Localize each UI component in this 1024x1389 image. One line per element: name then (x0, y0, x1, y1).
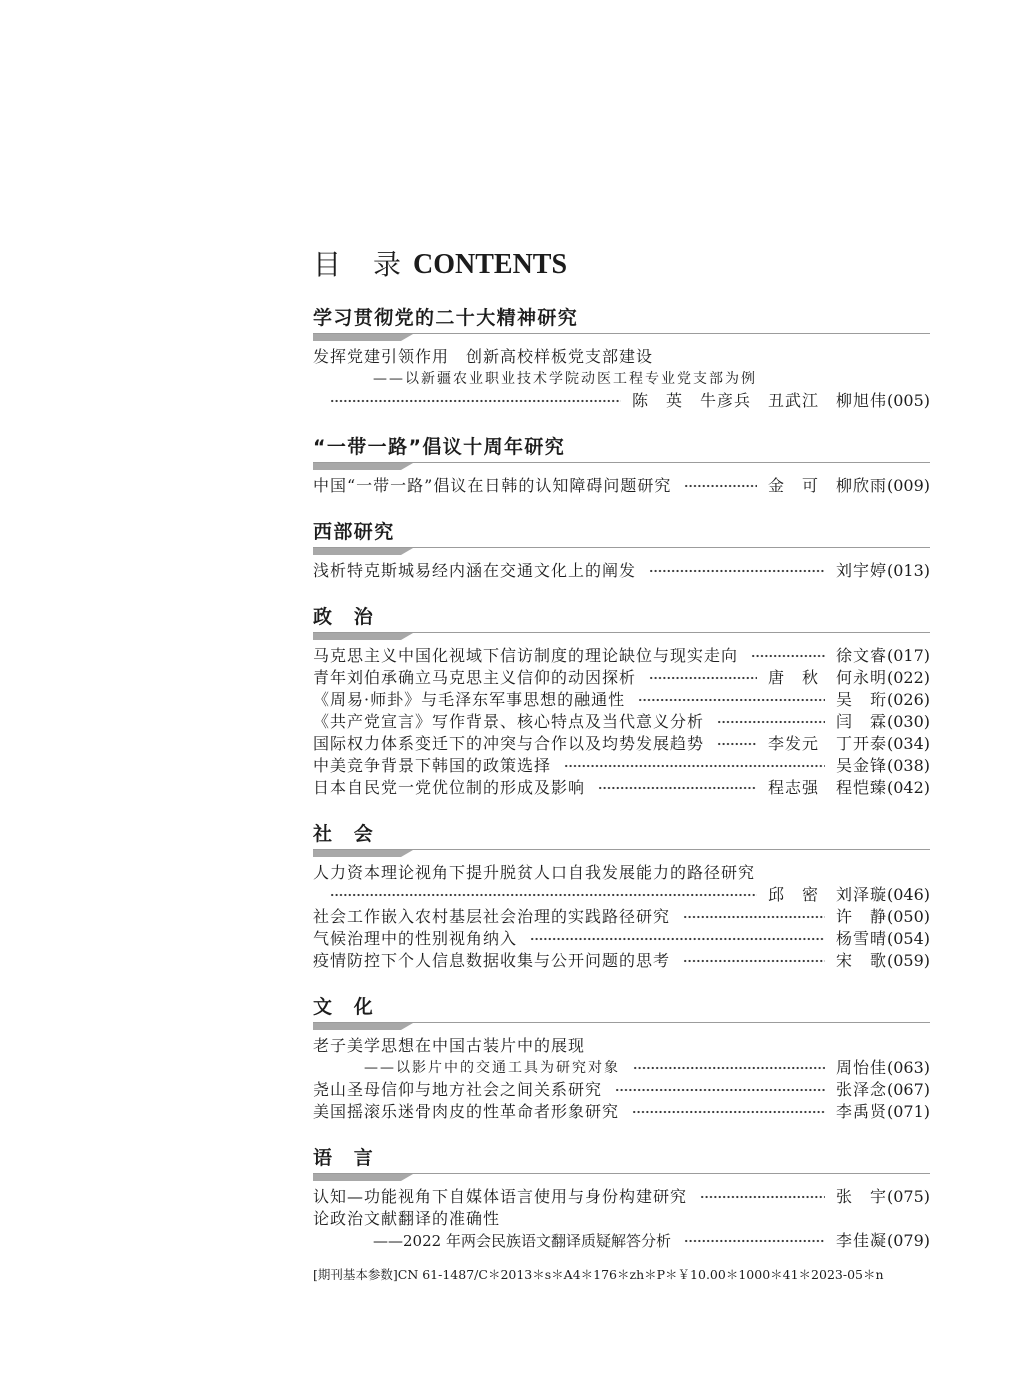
section-society (313, 822, 930, 972)
divider-bar (313, 1023, 413, 1030)
leader-dots (632, 1110, 825, 1114)
toc-entry (313, 733, 930, 755)
section-culture (313, 995, 930, 1123)
entry-page: (079) (886, 1231, 930, 1250)
entry-page: (046) (886, 885, 930, 904)
entry-page: (075) (886, 1187, 930, 1206)
divider-line (313, 1173, 930, 1174)
toc-entry-subtitle (313, 1057, 930, 1079)
divider-bar (313, 463, 413, 470)
divider-bar (313, 548, 413, 555)
leader-dots (564, 764, 825, 768)
entry-title: 中国“一带一路”倡议在日韩的认知障碍问题研究 (313, 476, 672, 495)
leader-dots (530, 937, 825, 941)
entry-page: (030) (886, 712, 930, 731)
divider-bar (313, 1174, 413, 1181)
journal-parameters-footer: [期刊基本参数]CN 61-1487/C＊2013＊s＊A4＊176＊zh＊P＊￥10.00＊1000＊41＊2023-05＊n (313, 1267, 884, 1282)
entry-title: 浅析特克斯城易经内涵在交通文化上的阐发 (313, 561, 637, 580)
entry-title: 日本自民党一党优位制的形成及影响 (313, 778, 586, 797)
entry-subtitle: ——2022 年两会民族语文翻译质疑解答分析 (373, 1232, 671, 1250)
toc-entry (313, 346, 930, 368)
entry-page: (009) (886, 476, 930, 495)
entry-authors: 张 宇 (835, 1187, 887, 1206)
entry-page: (063) (886, 1058, 930, 1077)
entry-title: 《共产党宣言》写作背景、核心特点及当代意义分析 (313, 712, 705, 731)
leader-dots (615, 1088, 825, 1092)
entry-subtitle: ——以影片中的交通工具为研究对象 (364, 1060, 620, 1076)
toc-entry (313, 475, 930, 497)
entry-authors: 吴 珩 (835, 690, 887, 709)
toc-entry (313, 928, 930, 950)
entry-page: (005) (886, 391, 930, 410)
entry-title: 尧山圣母信仰与地方社会之间关系研究 (313, 1080, 603, 1099)
toc-entry (313, 1035, 930, 1057)
section-heading: 西部研究 (313, 521, 395, 543)
divider-line (313, 547, 930, 548)
entry-authors: 吴金锋 (835, 756, 887, 775)
entry-page: (071) (886, 1102, 930, 1121)
entry-title: 国际权力体系变迁下的冲突与合作以及均势发展趋势 (313, 734, 705, 753)
entry-authors: 杨雪晴 (835, 929, 887, 948)
entry-subtitle: ——以新疆农业职业技术学院动医工程专业党支部为例 (373, 371, 757, 387)
leader-dots (633, 1066, 825, 1070)
section-heading: 学习贯彻党的二十大精神研究 (313, 307, 579, 329)
toc-entry (313, 1079, 930, 1101)
entry-title: 论政治文献翻译的准确性 (313, 1209, 501, 1228)
entry-authors: 李发元 丁开泰 (767, 734, 887, 753)
leader-dots (649, 676, 757, 680)
entry-page: (050) (886, 907, 930, 926)
leader-dots (717, 742, 757, 746)
entry-title: 青年刘伯承确立马克思主义信仰的动因探析 (313, 668, 637, 687)
entry-title: 人力资本理论视角下提升脱贫人口自我发展能力的路径研究 (313, 863, 756, 882)
entry-page: (034) (886, 734, 930, 753)
entry-authors: 刘宇婷 (835, 561, 887, 580)
entry-title: 《周易·师卦》与毛泽东军事思想的融通性 (313, 690, 626, 709)
entry-page: (022) (886, 668, 930, 687)
entry-page: (042) (886, 778, 930, 797)
entry-title: 气候治理中的性别视角纳入 (313, 929, 518, 948)
toc-entry (313, 645, 930, 667)
toc-entry (313, 711, 930, 733)
title-english: CONTENTS (413, 249, 568, 280)
divider-line (313, 632, 930, 633)
entry-authors: 金 可 柳欣雨 (767, 476, 887, 495)
divider-line (313, 849, 930, 850)
entry-authors: 唐 秋 何永明 (767, 668, 887, 687)
section-divider (313, 544, 930, 556)
entry-authors: 宋 歌 (835, 951, 887, 970)
leader-dots (683, 959, 825, 963)
toc-entry (313, 1101, 930, 1123)
toc-entry (313, 906, 930, 928)
section-heading: 文 化 (313, 996, 375, 1018)
toc-entry-authors (313, 390, 930, 412)
entry-title: 马克思主义中国化视域下信访制度的理论缺位与现实走向 (313, 646, 739, 665)
section-divider (313, 629, 930, 641)
leader-dots (684, 1239, 825, 1243)
toc-entry-subtitle (313, 368, 930, 390)
page-title (313, 247, 930, 283)
entry-title: 社会工作嵌入农村基层社会治理的实践路径研究 (313, 907, 671, 926)
section-party-congress (313, 306, 930, 412)
entry-authors: 张泽念 (835, 1080, 887, 1099)
toc-entry (313, 1186, 930, 1208)
toc-entry (313, 667, 930, 689)
leader-dots (700, 1195, 825, 1199)
toc-entry-subtitle (313, 1230, 930, 1252)
entry-page: (038) (886, 756, 930, 775)
toc-entry (313, 777, 930, 799)
divider-line (313, 462, 930, 463)
section-divider (313, 330, 930, 342)
toc-entry (313, 862, 930, 884)
divider-line (313, 1022, 930, 1023)
leader-dots (683, 915, 825, 919)
entry-authors: 李佳凝 (835, 1231, 887, 1250)
title-chinese: 目 录 (313, 248, 404, 281)
entry-authors: 陈 英 牛彦兵 丑武江 柳旭伟 (631, 391, 887, 410)
entry-page: (013) (886, 561, 930, 580)
section-western-studies (313, 520, 930, 582)
table-of-contents (313, 247, 930, 1285)
toc-entry (313, 1208, 930, 1230)
leader-dots (598, 786, 757, 790)
leader-dots (330, 893, 757, 897)
entry-title: 发挥党建引领作用 创新高校样板党支部建设 (313, 347, 654, 366)
entry-authors: 徐文睿 (835, 646, 887, 665)
section-divider (313, 846, 930, 858)
divider-bar (313, 633, 413, 640)
leader-dots (638, 698, 825, 702)
leader-dots (649, 569, 825, 573)
section-politics (313, 605, 930, 799)
entry-title: 老子美学思想在中国古装片中的展现 (313, 1036, 586, 1055)
entry-authors: 邱 密 刘泽璇 (767, 885, 887, 904)
divider-bar (313, 850, 413, 857)
entry-page: (026) (886, 690, 930, 709)
divider-line (313, 333, 930, 334)
toc-entry (313, 560, 930, 582)
entry-page: (017) (886, 646, 930, 665)
section-language (313, 1146, 930, 1252)
entry-page: (059) (886, 951, 930, 970)
leader-dots (330, 399, 621, 403)
entry-title: 疫情防控下个人信息数据收集与公开问题的思考 (313, 951, 671, 970)
entry-title: 认知—功能视角下自媒体语言使用与身份构建研究 (313, 1187, 688, 1206)
entry-authors: 程志强 程恺臻 (767, 778, 887, 797)
entry-authors: 闫 霖 (835, 712, 887, 731)
leader-dots (717, 720, 825, 724)
entry-title: 中美竞争背景下韩国的政策选择 (313, 756, 552, 775)
toc-entry (313, 689, 930, 711)
section-divider (313, 459, 930, 471)
entry-page: (067) (886, 1080, 930, 1099)
section-heading: 政 治 (313, 606, 375, 628)
section-heading: 社 会 (313, 823, 375, 845)
section-belt-and-road (313, 435, 930, 497)
divider-bar (313, 334, 413, 341)
toc-entry-authors (313, 884, 930, 906)
section-heading: “一带一路”倡议十周年研究 (313, 436, 566, 458)
entry-title: 美国摇滚乐迷骨肉皮的性革命者形象研究 (313, 1102, 620, 1121)
toc-entry (313, 950, 930, 972)
entry-page: (054) (886, 929, 930, 948)
entry-authors: 许 静 (835, 907, 887, 926)
entry-authors: 周怡佳 (835, 1058, 887, 1077)
section-heading: 语 言 (313, 1147, 375, 1169)
leader-dots (751, 654, 825, 658)
entry-authors: 李禹贤 (835, 1102, 887, 1121)
toc-entry (313, 755, 930, 777)
section-divider (313, 1019, 930, 1031)
leader-dots (684, 484, 757, 488)
section-divider (313, 1170, 930, 1182)
